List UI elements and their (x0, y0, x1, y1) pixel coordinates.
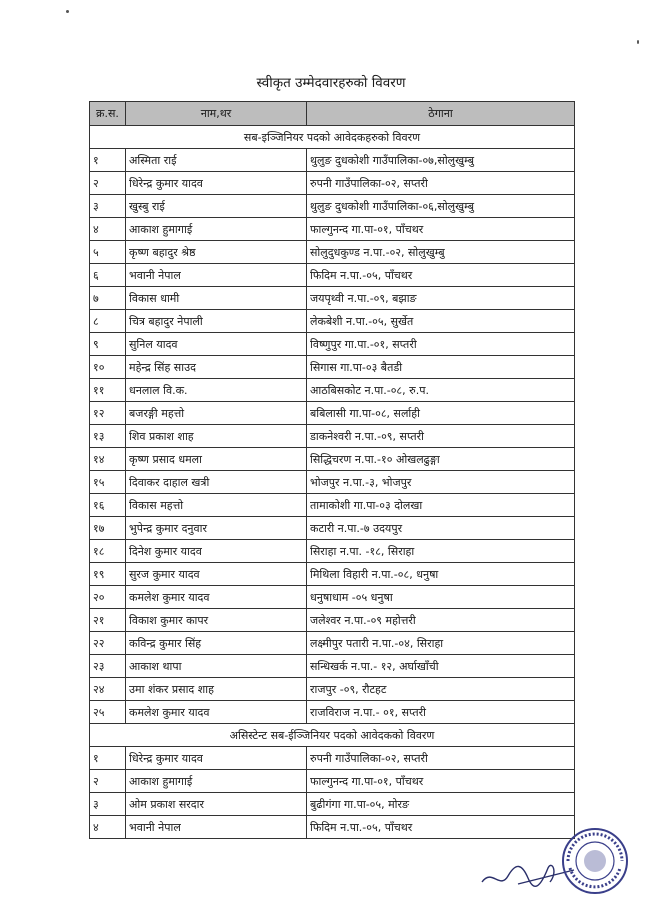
table-row (90, 609, 575, 632)
table-row (90, 494, 575, 517)
serial-cell: २३ (90, 655, 126, 678)
table-row (90, 655, 575, 678)
address-cell: भोजपुर न.पा.-३, भोजपुर (307, 471, 575, 494)
name-cell: महेन्द्र सिंह साउद (126, 356, 307, 379)
name-cell: खुस्बु राई (126, 195, 307, 218)
office-seal-stamp (560, 826, 630, 896)
table-row (90, 678, 575, 701)
name-cell: अस्मिता राई (126, 149, 307, 172)
address-cell: राजविराज न.पा.- ०१, सप्तरी (307, 701, 575, 724)
table-row (90, 770, 575, 793)
name-cell: उमा शंकर प्रसाद शाह (126, 678, 307, 701)
serial-cell: ६ (90, 264, 126, 287)
address-cell: जलेश्वर न.पा.-०९ महोत्तरी (307, 609, 575, 632)
address-cell: फिदिम न.पा.-०५, पाँचथर (307, 816, 575, 839)
section-heading-row (90, 724, 575, 747)
serial-cell: २२ (90, 632, 126, 655)
name-cell: चित्र बहादुर नेपाली (126, 310, 307, 333)
address-cell: आठबिसकोट न.पा.-०८, रु.प. (307, 379, 575, 402)
table-row (90, 149, 575, 172)
table-row (90, 172, 575, 195)
address-cell: फिदिम न.पा.-०५, पाँचथर (307, 264, 575, 287)
name-cell: दिवाकर दाहाल खत्री (126, 471, 307, 494)
document-title: स्वीकृत उम्मेदवारहरुको विवरण (256, 75, 406, 91)
serial-cell: १७ (90, 517, 126, 540)
table-row (90, 310, 575, 333)
name-cell: ओम प्रकाश सरदार (126, 793, 307, 816)
table-row (90, 793, 575, 816)
table-row (90, 218, 575, 241)
address-cell: जयपृथ्वी न.पा.-०९, बझाङ (307, 287, 575, 310)
address-cell: मिथिला विहारी न.पा.-०८, धनुषा (307, 563, 575, 586)
table-row (90, 241, 575, 264)
header-name: नाम,थर (126, 102, 307, 126)
serial-cell: १८ (90, 540, 126, 563)
address-cell: विष्णुपुर गा.पा.-०१, सप्तरी (307, 333, 575, 356)
address-cell: तामाकोशी गा.पा-०३ दोलखा (307, 494, 575, 517)
table-row (90, 195, 575, 218)
address-cell: फाल्गुनन्द गा.पा-०१, पाँचथर (307, 218, 575, 241)
serial-cell: १४ (90, 448, 126, 471)
address-cell: थुलुङ दुधकोशी गाउँपालिका-०७,सोलुखुम्बु (307, 149, 575, 172)
table-row (90, 540, 575, 563)
serial-cell: ११ (90, 379, 126, 402)
serial-cell: १३ (90, 425, 126, 448)
name-cell: सुनिल यादव (126, 333, 307, 356)
scan-speck (637, 40, 639, 44)
name-cell: विकास धामी (126, 287, 307, 310)
serial-cell: १६ (90, 494, 126, 517)
scan-speck (66, 10, 69, 13)
table-row (90, 632, 575, 655)
header-address: ठेगाना (307, 102, 575, 126)
name-cell: विकाश कुमार कापर (126, 609, 307, 632)
address-cell: सिद्धिचरण न.पा.-१० ओखलढुङ्गा (307, 448, 575, 471)
address-cell: राजपुर -०९, रौटहट (307, 678, 575, 701)
serial-cell: ९ (90, 333, 126, 356)
address-cell: लक्ष्मीपुर पतारी न.पा.-०४, सिराहा (307, 632, 575, 655)
serial-cell: ३ (90, 793, 126, 816)
address-cell: रुपनी गाउँपालिका-०२, सप्तरी (307, 172, 575, 195)
name-cell: भुपेन्द्र कुमार दनुवार (126, 517, 307, 540)
section-heading-row (90, 126, 575, 149)
name-cell: भवानी नेपाल (126, 816, 307, 839)
serial-cell: ५ (90, 241, 126, 264)
serial-cell: २४ (90, 678, 126, 701)
serial-cell: १२ (90, 402, 126, 425)
table-row (90, 517, 575, 540)
address-cell: कटारी न.पा.-७ उदयपुर (307, 517, 575, 540)
name-cell: कविन्द्र कुमार सिंह (126, 632, 307, 655)
serial-cell: १ (90, 747, 126, 770)
address-cell: डाकनेश्वरी न.पा.-०९, सप्तरी (307, 425, 575, 448)
serial-cell: ७ (90, 287, 126, 310)
table-row (90, 586, 575, 609)
table-row (90, 448, 575, 471)
serial-cell: ३ (90, 195, 126, 218)
name-cell: धिरेन्द्र कुमार यादव (126, 747, 307, 770)
serial-cell: २५ (90, 701, 126, 724)
section-heading: असिस्टेन्ट सब-ईञ्जिनियर पदको आवेदकको विवरण (90, 724, 575, 747)
name-cell: धिरेन्द्र कुमार यादव (126, 172, 307, 195)
serial-cell: १० (90, 356, 126, 379)
address-cell: थुलुङ दुधकोशी गाउँपालिका-०६,सोलुखुम्बु (307, 195, 575, 218)
name-cell: आकाश हुमागाई (126, 218, 307, 241)
table-row (90, 816, 575, 839)
table-row (90, 379, 575, 402)
candidates-table (89, 101, 575, 839)
serial-cell: २ (90, 770, 126, 793)
serial-cell: १९ (90, 563, 126, 586)
address-cell: सिगास गा.पा-०३ बैतडी (307, 356, 575, 379)
name-cell: धनलाल वि.क. (126, 379, 307, 402)
name-cell: शिव प्रकाश शाह (126, 425, 307, 448)
serial-cell: २ (90, 172, 126, 195)
name-cell: आकाश थापा (126, 655, 307, 678)
serial-cell: १५ (90, 471, 126, 494)
serial-cell: १ (90, 149, 126, 172)
serial-cell: ४ (90, 816, 126, 839)
header-serial: क्र.स. (90, 102, 126, 126)
name-cell: कमलेश कुमार यादव (126, 701, 307, 724)
address-cell: धनुषाधाम -०५ धनुषा (307, 586, 575, 609)
table-body (90, 126, 575, 839)
table-header-row (90, 102, 575, 126)
address-cell: सिराहा न.पा. -१८, सिराहा (307, 540, 575, 563)
table-row (90, 747, 575, 770)
name-cell: कमलेश कुमार यादव (126, 586, 307, 609)
table-row (90, 402, 575, 425)
table-row (90, 264, 575, 287)
address-cell: रुपनी गाउँपालिका-०२, सप्तरी (307, 747, 575, 770)
address-cell: फाल्गुनन्द गा.पा-०१, पाँचथर (307, 770, 575, 793)
table-row (90, 356, 575, 379)
name-cell: सुरज कुमार यादव (126, 563, 307, 586)
name-cell: भवानी नेपाल (126, 264, 307, 287)
table-row (90, 425, 575, 448)
table-row (90, 563, 575, 586)
table-row (90, 333, 575, 356)
address-cell: लेकबेशी न.पा.-०५, सुर्खेत (307, 310, 575, 333)
name-cell: बजरङ्गी महत्तो (126, 402, 307, 425)
table-row (90, 287, 575, 310)
address-cell: बुढीगंगा गा.पा-०५, मोरङ (307, 793, 575, 816)
serial-cell: २१ (90, 609, 126, 632)
serial-cell: ४ (90, 218, 126, 241)
serial-cell: २० (90, 586, 126, 609)
section-heading: सब-इञ्जिनियर पदको आवेदकहरुको विवरण (90, 126, 575, 149)
name-cell: कृष्ण प्रसाद धमला (126, 448, 307, 471)
serial-cell: ८ (90, 310, 126, 333)
name-cell: कृष्ण बहादुर श्रेष्ठ (126, 241, 307, 264)
name-cell: विकास महत्तो (126, 494, 307, 517)
table-row (90, 701, 575, 724)
address-cell: सोलुदुधकुण्ड न.पा.-०२, सोलुखुम्बु (307, 241, 575, 264)
name-cell: आकाश हुमागाई (126, 770, 307, 793)
address-cell: बबिलासी गा.पा-०८, सर्लाही (307, 402, 575, 425)
table-row (90, 471, 575, 494)
name-cell: दिनेश कुमार यादव (126, 540, 307, 563)
address-cell: सन्धिखर्क न.पा.- १२, अर्घाखाँची (307, 655, 575, 678)
